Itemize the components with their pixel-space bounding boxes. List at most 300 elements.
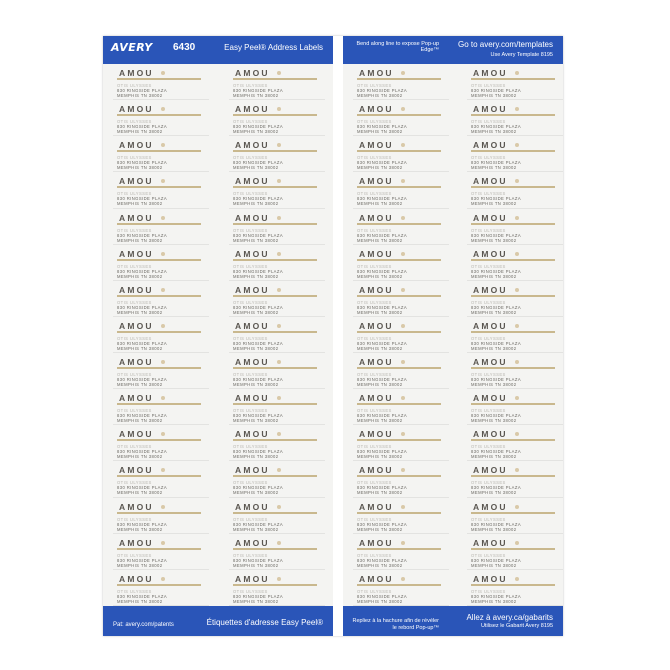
label-name: OTIS ULYSSES	[357, 299, 392, 305]
label-street: 830 RINGSIDE PLAZA	[471, 557, 522, 563]
label-gold-rule	[117, 475, 201, 477]
label-street: 830 RINGSIDE PLAZA	[117, 160, 168, 166]
label-dot-icon	[161, 107, 165, 111]
label-brand: AMOU	[235, 393, 270, 404]
french-goto-link: Allez à avery.ca/gabarits	[466, 613, 553, 622]
label-name: OTIS ULYSSES	[357, 552, 392, 558]
label-name: OTIS ULYSSES	[117, 516, 152, 522]
label-street: 830 RINGSIDE PLAZA	[233, 124, 284, 130]
label-city: MEMPHIS TN 38002	[471, 562, 517, 568]
label-city: MEMPHIS TN 38002	[117, 201, 163, 207]
label-name: OTIS ULYSSES	[233, 372, 268, 378]
label-brand: AMOU	[119, 357, 154, 368]
label-street: 830 RINGSIDE PLAZA	[471, 160, 522, 166]
label-street: 830 RINGSIDE PLAZA	[117, 340, 168, 346]
address-label	[353, 353, 449, 389]
label-dot-icon	[277, 107, 281, 111]
label-brand: AMOU	[119, 104, 154, 115]
label-brand: AMOU	[235, 248, 270, 259]
french-template-info	[466, 613, 553, 631]
template-number: Use Avery Template 8195	[490, 52, 553, 58]
label-name: OTIS ULYSSES	[357, 480, 392, 486]
label-brand: AMOU	[473, 320, 508, 331]
label-dot-icon	[161, 432, 165, 436]
label-street: 830 RINGSIDE PLAZA	[233, 340, 284, 346]
address-label	[467, 317, 563, 353]
label-city: MEMPHIS TN 38002	[357, 345, 403, 351]
label-name: OTIS ULYSSES	[117, 408, 152, 414]
label-street: 830 RINGSIDE PLAZA	[471, 196, 522, 202]
address-label	[113, 498, 209, 534]
label-street: 830 RINGSIDE PLAZA	[233, 268, 284, 274]
label-name: OTIS ULYSSES	[471, 552, 506, 558]
address-label	[113, 172, 209, 208]
address-label	[467, 389, 563, 425]
address-label	[229, 136, 325, 172]
label-brand: AMOU	[473, 176, 508, 187]
label-brand: AMOU	[473, 68, 508, 78]
label-city: MEMPHIS TN 38002	[233, 418, 279, 424]
label-name: OTIS ULYSSES	[233, 588, 268, 594]
label-brand: AMOU	[359, 501, 394, 512]
address-label	[467, 100, 563, 136]
label-dot-icon	[515, 541, 519, 545]
address-label	[467, 461, 563, 497]
label-brand: AMOU	[119, 393, 154, 404]
address-label	[467, 172, 563, 208]
label-brand: AMOU	[235, 501, 270, 512]
address-label	[353, 281, 449, 317]
label-gold-rule	[471, 439, 555, 441]
label-street: 830 RINGSIDE PLAZA	[357, 557, 408, 563]
label-name: OTIS ULYSSES	[471, 191, 506, 197]
address-label	[113, 425, 209, 461]
footer-gutter	[333, 606, 343, 636]
label-city: MEMPHIS TN 38002	[233, 273, 279, 279]
label-name: OTIS ULYSSES	[357, 155, 392, 161]
label-gold-rule	[117, 295, 201, 297]
label-gold-rule	[233, 548, 317, 550]
header-band-right	[343, 36, 563, 64]
label-dot-icon	[277, 360, 281, 364]
label-city: MEMPHIS TN 38002	[117, 454, 163, 460]
label-street: 830 RINGSIDE PLAZA	[357, 124, 408, 130]
label-sheet	[103, 36, 563, 636]
label-street: 830 RINGSIDE PLAZA	[233, 593, 284, 599]
address-label	[229, 534, 325, 570]
address-label	[113, 461, 209, 497]
label-gold-rule	[117, 186, 201, 188]
label-name: OTIS ULYSSES	[117, 588, 152, 594]
label-brand: AMOU	[359, 429, 394, 440]
label-dot-icon	[161, 505, 165, 509]
label-name: OTIS ULYSSES	[471, 408, 506, 414]
label-street: 830 RINGSIDE PLAZA	[117, 557, 168, 563]
label-brand: AMOU	[473, 465, 508, 476]
address-label	[229, 281, 325, 317]
label-street: 830 RINGSIDE PLAZA	[471, 521, 522, 527]
label-dot-icon	[515, 288, 519, 292]
label-city: MEMPHIS TN 38002	[471, 490, 517, 496]
label-name: OTIS ULYSSES	[233, 263, 268, 269]
label-dot-icon	[515, 216, 519, 220]
label-gold-rule	[233, 78, 317, 80]
label-street: 830 RINGSIDE PLAZA	[357, 88, 408, 93]
label-street: 830 RINGSIDE PLAZA	[117, 449, 168, 455]
address-label	[113, 353, 209, 389]
label-gold-rule	[471, 331, 555, 333]
label-street: 830 RINGSIDE PLAZA	[117, 196, 168, 202]
label-street: 830 RINGSIDE PLAZA	[471, 340, 522, 346]
label-brand: AMOU	[359, 465, 394, 476]
label-gold-rule	[357, 475, 441, 477]
address-label	[467, 534, 563, 570]
label-brand: AMOU	[119, 212, 154, 223]
label-name: OTIS ULYSSES	[357, 227, 392, 233]
label-street: 830 RINGSIDE PLAZA	[357, 413, 408, 419]
label-brand: AMOU	[473, 140, 508, 151]
label-name: OTIS ULYSSES	[233, 552, 268, 558]
label-dot-icon	[401, 505, 405, 509]
label-brand: AMOU	[359, 284, 394, 295]
address-label	[229, 64, 325, 100]
label-dot-icon	[515, 107, 519, 111]
label-dot-icon	[401, 143, 405, 147]
label-name: OTIS ULYSSES	[471, 119, 506, 125]
label-name: OTIS ULYSSES	[471, 83, 506, 88]
label-city: MEMPHIS TN 38002	[471, 237, 517, 243]
label-street: 830 RINGSIDE PLAZA	[471, 485, 522, 491]
product-title: Easy Peel® Address Labels	[224, 43, 323, 52]
label-brand: AMOU	[235, 176, 270, 187]
label-street: 830 RINGSIDE PLAZA	[117, 124, 168, 130]
label-name: OTIS ULYSSES	[233, 227, 268, 233]
label-dot-icon	[515, 468, 519, 472]
label-gold-rule	[357, 367, 441, 369]
label-brand: AMOU	[235, 320, 270, 331]
label-gold-rule	[471, 367, 555, 369]
label-name: OTIS ULYSSES	[233, 155, 268, 161]
label-name: OTIS ULYSSES	[117, 372, 152, 378]
label-gold-rule	[357, 403, 441, 405]
label-dot-icon	[401, 179, 405, 183]
label-city: MEMPHIS TN 38002	[117, 93, 163, 98]
label-name: OTIS ULYSSES	[117, 444, 152, 450]
address-label	[229, 461, 325, 497]
address-label	[229, 498, 325, 534]
label-name: OTIS ULYSSES	[117, 480, 152, 486]
label-gold-rule	[117, 114, 201, 116]
label-dot-icon	[161, 216, 165, 220]
label-name: OTIS ULYSSES	[117, 263, 152, 269]
label-gold-rule	[117, 78, 201, 80]
address-label	[353, 136, 449, 172]
label-name: OTIS ULYSSES	[233, 335, 268, 341]
address-label	[353, 498, 449, 534]
label-street: 830 RINGSIDE PLAZA	[357, 304, 408, 310]
label-brand: AMOU	[359, 393, 394, 404]
label-dot-icon	[401, 360, 405, 364]
label-street: 830 RINGSIDE PLAZA	[471, 268, 522, 274]
label-dot-icon	[401, 324, 405, 328]
footer-band-left	[103, 606, 333, 636]
label-city: MEMPHIS TN 38002	[233, 490, 279, 496]
label-dot-icon	[277, 179, 281, 183]
label-brand: AMOU	[119, 429, 154, 440]
label-city: MEMPHIS TN 38002	[357, 165, 403, 171]
label-dot-icon	[401, 577, 405, 581]
label-dot-icon	[161, 468, 165, 472]
label-dot-icon	[515, 360, 519, 364]
label-city: MEMPHIS TN 38002	[117, 345, 163, 351]
label-gold-rule	[233, 114, 317, 116]
label-city: MEMPHIS TN 38002	[471, 345, 517, 351]
label-gold-rule	[471, 186, 555, 188]
label-street: 830 RINGSIDE PLAZA	[233, 377, 284, 383]
label-dot-icon	[401, 432, 405, 436]
label-street: 830 RINGSIDE PLAZA	[117, 593, 168, 599]
label-gold-rule	[471, 150, 555, 152]
label-gold-rule	[233, 223, 317, 225]
label-city: MEMPHIS TN 38002	[357, 382, 403, 388]
label-city: MEMPHIS TN 38002	[233, 345, 279, 351]
label-brand: AMOU	[359, 320, 394, 331]
address-label	[113, 317, 209, 353]
label-city: MEMPHIS TN 38002	[233, 454, 279, 460]
label-city: MEMPHIS TN 38002	[471, 454, 517, 460]
label-gold-rule	[357, 548, 441, 550]
label-gold-rule	[471, 403, 555, 405]
bend-instruction: Bend along line to expose Pop-up Edge™	[356, 41, 439, 53]
label-city: MEMPHIS TN 38002	[117, 237, 163, 243]
label-gold-rule	[117, 403, 201, 405]
address-label	[353, 245, 449, 281]
label-brand: AMOU	[473, 573, 508, 584]
label-gold-rule	[233, 150, 317, 152]
label-gold-rule	[357, 186, 441, 188]
label-name: OTIS ULYSSES	[117, 552, 152, 558]
label-name: OTIS ULYSSES	[117, 299, 152, 305]
label-city: MEMPHIS TN 38002	[357, 93, 403, 98]
label-street: 830 RINGSIDE PLAZA	[471, 377, 522, 383]
label-name: OTIS ULYSSES	[471, 480, 506, 486]
label-dot-icon	[161, 252, 165, 256]
label-street: 830 RINGSIDE PLAZA	[117, 413, 168, 419]
label-city: MEMPHIS TN 38002	[357, 454, 403, 460]
label-city: MEMPHIS TN 38002	[117, 562, 163, 568]
address-label	[467, 498, 563, 534]
address-label	[113, 100, 209, 136]
label-brand: AMOU	[235, 212, 270, 223]
french-template-number: Utilisez le Gabarit Avery 8195	[480, 623, 553, 629]
label-brand: AMOU	[119, 140, 154, 151]
address-label	[229, 209, 325, 245]
label-brand: AMOU	[359, 104, 394, 115]
label-gold-rule	[471, 259, 555, 261]
label-name: OTIS ULYSSES	[233, 119, 268, 125]
label-dot-icon	[161, 71, 165, 75]
label-city: MEMPHIS TN 38002	[117, 382, 163, 388]
label-city: MEMPHIS TN 38002	[357, 490, 403, 496]
label-name: OTIS ULYSSES	[357, 263, 392, 269]
label-dot-icon	[515, 252, 519, 256]
label-name: OTIS ULYSSES	[357, 119, 392, 125]
address-label	[113, 281, 209, 317]
label-street: 830 RINGSIDE PLAZA	[357, 521, 408, 527]
label-gold-rule	[117, 584, 201, 586]
label-street: 830 RINGSIDE PLAZA	[357, 196, 408, 202]
address-label	[229, 245, 325, 281]
label-brand: AMOU	[473, 357, 508, 368]
label-street: 830 RINGSIDE PLAZA	[117, 268, 168, 274]
label-brand: AMOU	[473, 212, 508, 223]
label-name: OTIS ULYSSES	[233, 408, 268, 414]
address-label	[229, 317, 325, 353]
label-brand: AMOU	[359, 176, 394, 187]
label-gold-rule	[357, 150, 441, 152]
label-name: OTIS ULYSSES	[471, 372, 506, 378]
label-brand: AMOU	[119, 176, 154, 187]
address-label	[353, 570, 449, 606]
label-street: 830 RINGSIDE PLAZA	[233, 521, 284, 527]
label-dot-icon	[161, 396, 165, 400]
template-info	[458, 40, 553, 60]
label-gold-rule	[357, 512, 441, 514]
column-gutter	[333, 64, 343, 606]
label-city: MEMPHIS TN 38002	[117, 490, 163, 496]
label-brand: AMOU	[359, 68, 394, 78]
label-gold-rule	[233, 439, 317, 441]
label-dot-icon	[277, 468, 281, 472]
label-street: 830 RINGSIDE PLAZA	[357, 232, 408, 238]
label-brand: AMOU	[235, 284, 270, 295]
label-name: OTIS ULYSSES	[357, 408, 392, 414]
label-brand: AMOU	[235, 357, 270, 368]
label-brand: AMOU	[119, 573, 154, 584]
label-brand: AMOU	[473, 104, 508, 115]
label-name: OTIS ULYSSES	[471, 263, 506, 269]
label-gold-rule	[357, 223, 441, 225]
label-brand: AMOU	[359, 140, 394, 151]
label-brand: AMOU	[473, 501, 508, 512]
label-gold-rule	[117, 548, 201, 550]
label-gold-rule	[233, 403, 317, 405]
label-street: 830 RINGSIDE PLAZA	[471, 232, 522, 238]
address-label	[467, 245, 563, 281]
label-brand: AMOU	[473, 429, 508, 440]
label-street: 830 RINGSIDE PLAZA	[233, 449, 284, 455]
label-name: OTIS ULYSSES	[117, 83, 152, 88]
label-name: OTIS ULYSSES	[357, 191, 392, 197]
label-city: MEMPHIS TN 38002	[471, 129, 517, 135]
label-city: MEMPHIS TN 38002	[117, 165, 163, 171]
label-city: MEMPHIS TN 38002	[471, 526, 517, 532]
label-brand: AMOU	[235, 104, 270, 115]
address-label	[467, 281, 563, 317]
label-street: 830 RINGSIDE PLAZA	[117, 88, 168, 93]
label-city: MEMPHIS TN 38002	[233, 237, 279, 243]
label-street: 830 RINGSIDE PLAZA	[233, 232, 284, 238]
avery-logo: AVERY	[111, 41, 153, 54]
label-gold-rule	[117, 331, 201, 333]
address-label	[467, 425, 563, 461]
header-band-left	[103, 36, 333, 64]
label-name: OTIS ULYSSES	[471, 227, 506, 233]
address-label	[229, 172, 325, 208]
patent-text: Pat: avery.com/patents	[113, 622, 174, 628]
label-dot-icon	[515, 179, 519, 183]
label-city: MEMPHIS TN 38002	[117, 129, 163, 135]
label-city: MEMPHIS TN 38002	[233, 309, 279, 315]
address-label	[229, 425, 325, 461]
address-label	[353, 317, 449, 353]
label-brand: AMOU	[359, 573, 394, 584]
label-city: MEMPHIS TN 38002	[117, 526, 163, 532]
label-dot-icon	[277, 577, 281, 581]
address-label	[467, 570, 563, 606]
address-label	[467, 353, 563, 389]
label-dot-icon	[401, 396, 405, 400]
label-city: MEMPHIS TN 38002	[357, 598, 403, 604]
label-dot-icon	[277, 432, 281, 436]
label-city: MEMPHIS TN 38002	[233, 526, 279, 532]
label-dot-icon	[277, 216, 281, 220]
label-city: MEMPHIS TN 38002	[471, 418, 517, 424]
label-city: MEMPHIS TN 38002	[471, 273, 517, 279]
address-label	[353, 172, 449, 208]
label-gold-rule	[117, 512, 201, 514]
label-dot-icon	[515, 71, 519, 75]
label-brand: AMOU	[235, 68, 270, 78]
label-street: 830 RINGSIDE PLAZA	[117, 377, 168, 383]
label-city: MEMPHIS TN 38002	[117, 273, 163, 279]
label-dot-icon	[515, 577, 519, 581]
label-street: 830 RINGSIDE PLAZA	[471, 449, 522, 455]
label-gold-rule	[471, 223, 555, 225]
label-gold-rule	[357, 295, 441, 297]
label-brand: AMOU	[235, 465, 270, 476]
address-label	[113, 245, 209, 281]
address-label	[113, 389, 209, 425]
label-name: OTIS ULYSSES	[117, 191, 152, 197]
label-street: 830 RINGSIDE PLAZA	[471, 413, 522, 419]
label-street: 830 RINGSIDE PLAZA	[233, 557, 284, 563]
label-street: 830 RINGSIDE PLAZA	[117, 304, 168, 310]
label-city: MEMPHIS TN 38002	[233, 598, 279, 604]
label-street: 830 RINGSIDE PLAZA	[117, 232, 168, 238]
address-label	[353, 64, 449, 100]
label-gold-rule	[357, 114, 441, 116]
label-brand: AMOU	[359, 248, 394, 259]
label-street: 830 RINGSIDE PLAZA	[471, 304, 522, 310]
label-name: OTIS ULYSSES	[357, 516, 392, 522]
label-gold-rule	[233, 512, 317, 514]
address-label	[229, 389, 325, 425]
address-label	[113, 209, 209, 245]
label-city: MEMPHIS TN 38002	[357, 309, 403, 315]
address-label	[113, 570, 209, 606]
address-label	[353, 534, 449, 570]
label-dot-icon	[161, 360, 165, 364]
label-name: OTIS ULYSSES	[117, 155, 152, 161]
label-brand: AMOU	[119, 537, 154, 548]
label-dot-icon	[515, 432, 519, 436]
label-city: MEMPHIS TN 38002	[233, 201, 279, 207]
label-name: OTIS ULYSSES	[357, 335, 392, 341]
label-street: 830 RINGSIDE PLAZA	[357, 485, 408, 491]
label-city: MEMPHIS TN 38002	[471, 598, 517, 604]
label-dot-icon	[401, 541, 405, 545]
